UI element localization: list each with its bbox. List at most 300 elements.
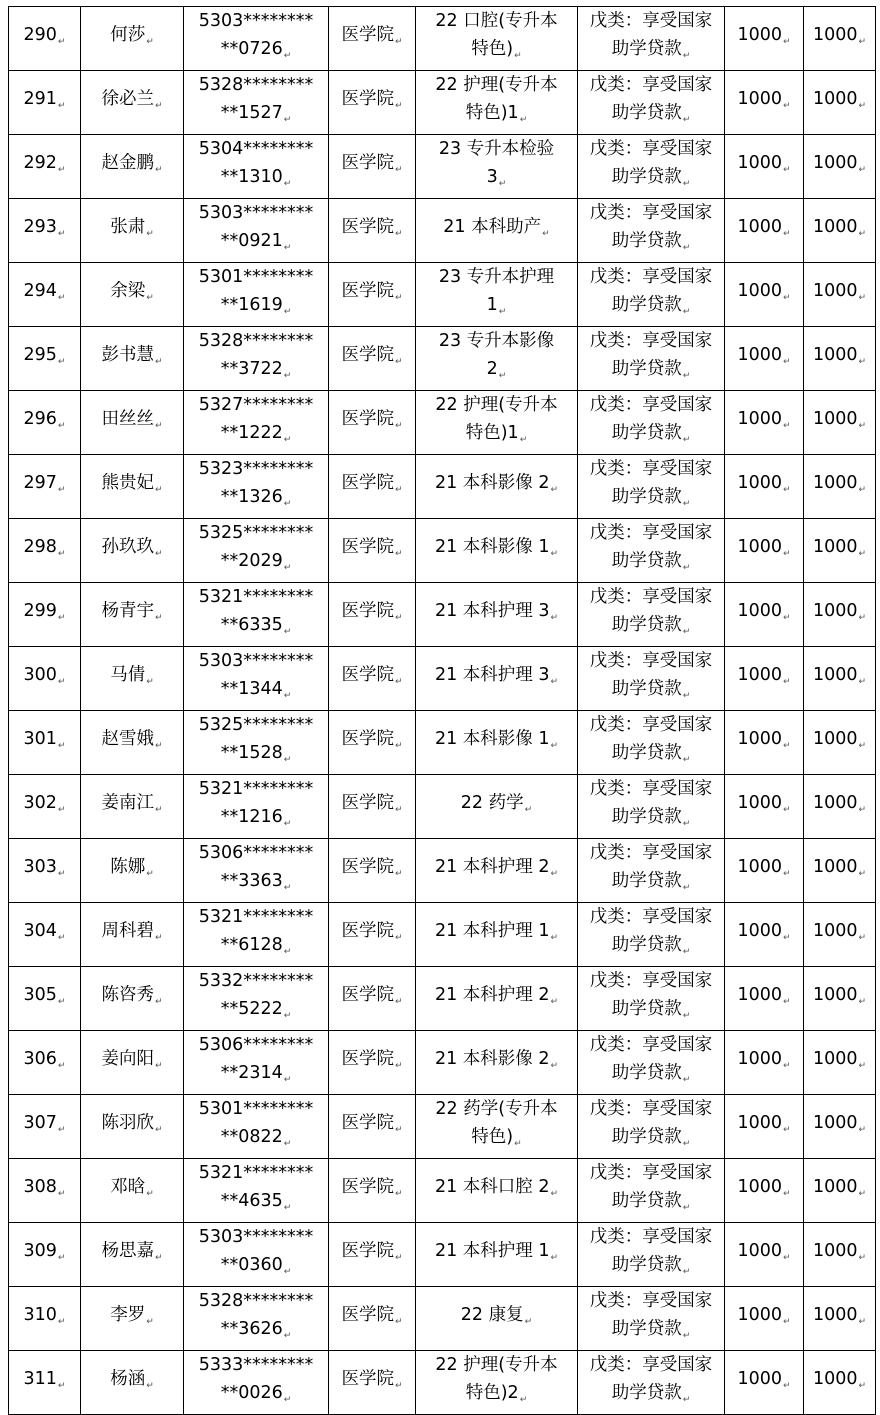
college-text: 医学院 (341, 921, 394, 941)
paragraph-mark-icon: ↵ (394, 933, 403, 943)
college-text: 医学院 (341, 345, 394, 365)
college-text: 医学院 (341, 25, 394, 45)
table-row (9, 519, 876, 583)
class-text: 22 护理(专升本 (435, 395, 558, 415)
paragraph-mark-icon: ↵ (283, 1075, 292, 1085)
id-cell (184, 519, 329, 583)
paragraph-mark-icon: ↵ (57, 101, 66, 111)
id-cell (184, 1287, 329, 1351)
aid-type-cell (578, 519, 725, 583)
paragraph-mark-icon: ↵ (146, 37, 154, 47)
table-row (9, 711, 876, 775)
name-text: 赵金鹏 (101, 153, 154, 173)
aid-type-text: 助学贷款 (611, 871, 682, 891)
aid-type-text: 助学贷款 (611, 1319, 682, 1339)
class-text: 22 口腔(专升本 (435, 11, 558, 31)
name-cell (81, 519, 184, 583)
class-text: 21 本科护理 2 (434, 857, 550, 877)
aid-type-cell (578, 711, 725, 775)
aid-type-text: 戊类：享受国家 (589, 715, 713, 735)
id-text: **1528 (220, 743, 283, 763)
paragraph-mark-icon: ↵ (57, 357, 66, 367)
id-text: 5327******** (198, 395, 314, 415)
paragraph-mark-icon: ↵ (154, 421, 163, 431)
paragraph-mark-icon: ↵ (394, 805, 403, 815)
total-text: 1000 (812, 217, 858, 237)
aid-type-text: 助学贷款 (611, 679, 682, 699)
aid-type-text: 助学贷款 (611, 743, 682, 763)
paragraph-mark-icon: ↵ (550, 997, 559, 1007)
aid-type-text: 助学贷款 (611, 935, 682, 955)
amount-text: 1000 (737, 921, 782, 941)
paragraph-mark-icon: ↵ (283, 691, 292, 701)
seq-cell (9, 967, 81, 1031)
seq-text: 309 (23, 1241, 57, 1261)
paragraph-mark-icon: ↵ (154, 613, 163, 623)
paragraph-mark-icon: ↵ (283, 627, 292, 637)
table-row (9, 1031, 876, 1095)
aid-type-text: 助学贷款 (611, 1127, 682, 1147)
paragraph-mark-icon: ↵ (783, 1317, 791, 1327)
total-text: 1000 (812, 1241, 858, 1261)
amount-cell (725, 711, 804, 775)
paragraph-mark-icon: ↵ (283, 435, 292, 445)
paragraph-mark-icon: ↵ (57, 485, 66, 495)
college-cell (329, 391, 416, 455)
id-text: **2029 (220, 551, 283, 571)
college-cell (329, 967, 416, 1031)
id-text: 5306******** (198, 843, 314, 863)
paragraph-mark-icon: ↵ (514, 51, 522, 61)
class-text: 2 (486, 359, 498, 379)
aid-type-text: 助学贷款 (611, 551, 682, 571)
id-text: 5303******** (198, 1227, 314, 1247)
paragraph-mark-icon: ↵ (283, 1331, 292, 1341)
total-text: 1000 (812, 89, 858, 109)
name-text: 陈羽欣 (101, 1113, 154, 1133)
paragraph-mark-icon: ↵ (524, 1317, 533, 1327)
aid-type-text: 助学贷款 (611, 39, 682, 59)
id-cell (184, 647, 329, 711)
college-cell (329, 199, 416, 263)
seq-cell (9, 903, 81, 967)
table-row (9, 775, 876, 839)
id-text: **0726 (220, 39, 283, 59)
amount-cell (725, 1223, 804, 1287)
total-cell (804, 7, 876, 71)
id-text: 5323******** (198, 459, 314, 479)
id-cell (184, 1159, 329, 1223)
seq-text: 292 (23, 153, 57, 173)
college-text: 医学院 (341, 537, 394, 557)
id-text: **1326 (220, 487, 283, 507)
id-text: 5304******** (198, 139, 314, 159)
amount-text: 1000 (737, 537, 782, 557)
paragraph-mark-icon: ↵ (394, 549, 403, 559)
class-cell (416, 711, 578, 775)
name-cell (81, 455, 184, 519)
aid-type-cell (578, 327, 725, 391)
class-cell (416, 391, 578, 455)
amount-cell (725, 583, 804, 647)
class-text: 3 (486, 167, 498, 187)
name-cell (81, 967, 184, 1031)
paragraph-mark-icon: ↵ (550, 933, 559, 943)
paragraph-mark-icon: ↵ (394, 293, 403, 303)
class-cell (416, 135, 578, 199)
amount-cell (725, 1159, 804, 1223)
total-text: 1000 (812, 345, 858, 365)
amount-text: 1000 (737, 1241, 782, 1261)
total-text: 1000 (812, 153, 858, 173)
table-row (9, 327, 876, 391)
paragraph-mark-icon: ↵ (783, 229, 791, 239)
paragraph-mark-icon: ↵ (524, 805, 533, 815)
seq-cell (9, 647, 81, 711)
paragraph-mark-icon: ↵ (858, 421, 867, 431)
seq-text: 305 (23, 985, 57, 1005)
amount-cell (725, 1095, 804, 1159)
aid-type-text: 戊类：享受国家 (589, 587, 713, 607)
aid-type-text: 助学贷款 (611, 1063, 682, 1083)
paragraph-mark-icon: ↵ (858, 805, 867, 815)
seq-text: 306 (23, 1049, 57, 1069)
paragraph-mark-icon: ↵ (783, 1253, 791, 1263)
aid-type-text: 戊类：享受国家 (589, 395, 713, 415)
aid-type-cell (578, 647, 725, 711)
paragraph-mark-icon: ↵ (283, 499, 292, 509)
name-cell (81, 199, 184, 263)
paragraph-mark-icon: ↵ (550, 869, 559, 879)
amount-cell (725, 391, 804, 455)
college-cell (329, 775, 416, 839)
aid-type-text: 助学贷款 (611, 423, 682, 443)
amount-cell (725, 519, 804, 583)
paragraph-mark-icon: ↵ (57, 1381, 66, 1391)
id-text: **0921 (220, 231, 283, 251)
seq-text: 295 (23, 345, 57, 365)
paragraph-mark-icon: ↵ (682, 435, 691, 445)
paragraph-mark-icon: ↵ (57, 229, 66, 239)
id-text: 5303******** (198, 11, 314, 31)
paragraph-mark-icon: ↵ (146, 1189, 154, 1199)
id-cell (184, 903, 329, 967)
paragraph-mark-icon: ↵ (550, 1061, 559, 1071)
aid-type-text: 戊类：享受国家 (589, 1099, 713, 1119)
college-cell (329, 519, 416, 583)
aid-type-text: 助学贷款 (611, 167, 682, 187)
id-text: 5301******** (198, 267, 314, 287)
student-aid-table (8, 6, 876, 1415)
paragraph-mark-icon: ↵ (283, 755, 292, 765)
class-cell (416, 1159, 578, 1223)
class-text: 22 药学(专升本 (435, 1099, 558, 1119)
college-cell (329, 1159, 416, 1223)
id-cell (184, 1223, 329, 1287)
paragraph-mark-icon: ↵ (858, 613, 867, 623)
total-cell (804, 263, 876, 327)
paragraph-mark-icon: ↵ (682, 563, 691, 573)
name-text: 杨思嘉 (101, 1241, 154, 1261)
aid-type-cell (578, 1351, 725, 1415)
seq-cell (9, 1223, 81, 1287)
aid-type-text: 戊类：享受国家 (589, 139, 713, 159)
paragraph-mark-icon: ↵ (682, 819, 691, 829)
name-text: 邓晗 (110, 1177, 146, 1197)
paragraph-mark-icon: ↵ (57, 1125, 66, 1135)
amount-text: 1000 (737, 153, 782, 173)
college-cell (329, 583, 416, 647)
aid-type-cell (578, 775, 725, 839)
paragraph-mark-icon: ↵ (57, 613, 66, 623)
paragraph-mark-icon: ↵ (283, 1011, 292, 1021)
aid-type-text: 助学贷款 (611, 615, 682, 635)
paragraph-mark-icon: ↵ (783, 933, 791, 943)
aid-type-text: 戊类：享受国家 (589, 843, 713, 863)
total-text: 1000 (812, 409, 858, 429)
total-cell (804, 327, 876, 391)
paragraph-mark-icon: ↵ (519, 435, 528, 445)
aid-type-cell (578, 839, 725, 903)
name-cell (81, 327, 184, 391)
aid-type-cell (578, 455, 725, 519)
table-row (9, 199, 876, 263)
total-text: 1000 (812, 473, 858, 493)
college-text: 医学院 (341, 1305, 394, 1325)
id-cell (184, 455, 329, 519)
class-text: 22 康复 (460, 1305, 524, 1325)
table-row (9, 1223, 876, 1287)
aid-type-cell (578, 263, 725, 327)
paragraph-mark-icon: ↵ (682, 883, 691, 893)
paragraph-mark-icon: ↵ (783, 741, 791, 751)
seq-text: 290 (23, 25, 57, 45)
class-text: 21 本科影像 2 (434, 473, 550, 493)
paragraph-mark-icon: ↵ (858, 293, 867, 303)
name-cell (81, 135, 184, 199)
class-cell (416, 327, 578, 391)
seq-text: 300 (23, 665, 57, 685)
seq-cell (9, 455, 81, 519)
id-text: 5333******** (198, 1355, 314, 1375)
name-text: 彭书慧 (101, 345, 154, 365)
aid-type-text: 戊类：享受国家 (589, 331, 713, 351)
paragraph-mark-icon: ↵ (283, 179, 292, 189)
class-text: 21 本科影像 1 (434, 729, 550, 749)
paragraph-mark-icon: ↵ (57, 421, 66, 431)
paragraph-mark-icon: ↵ (682, 1011, 691, 1021)
id-text: 5332******** (198, 971, 314, 991)
name-text: 赵雪娥 (101, 729, 154, 749)
paragraph-mark-icon: ↵ (154, 549, 163, 559)
id-text: **5222 (220, 999, 283, 1019)
table-row (9, 71, 876, 135)
seq-cell (9, 263, 81, 327)
paragraph-mark-icon: ↵ (154, 997, 163, 1007)
id-text: **1216 (220, 807, 283, 827)
total-cell (804, 1287, 876, 1351)
paragraph-mark-icon: ↵ (682, 1203, 691, 1213)
name-cell (81, 71, 184, 135)
paragraph-mark-icon: ↵ (57, 805, 66, 815)
amount-text: 1000 (737, 665, 782, 685)
class-text: 23 专升本检验 (438, 139, 555, 159)
name-cell (81, 391, 184, 455)
paragraph-mark-icon: ↵ (283, 883, 292, 893)
paragraph-mark-icon: ↵ (682, 947, 691, 957)
amount-cell (725, 7, 804, 71)
id-cell (184, 327, 329, 391)
name-cell (81, 7, 184, 71)
aid-type-text: 戊类：享受国家 (589, 907, 713, 927)
total-text: 1000 (812, 1113, 858, 1133)
college-cell (329, 711, 416, 775)
college-text: 医学院 (341, 153, 394, 173)
college-text: 医学院 (341, 1049, 394, 1069)
college-cell (329, 135, 416, 199)
aid-type-cell (578, 7, 725, 71)
paragraph-mark-icon: ↵ (57, 37, 66, 47)
paragraph-mark-icon: ↵ (283, 1139, 292, 1149)
paragraph-mark-icon: ↵ (783, 1125, 791, 1135)
seq-cell (9, 583, 81, 647)
aid-type-cell (578, 199, 725, 263)
total-text: 1000 (812, 793, 858, 813)
seq-text: 301 (23, 729, 57, 749)
name-cell (81, 1287, 184, 1351)
name-text: 田丝丝 (101, 409, 154, 429)
paragraph-mark-icon: ↵ (154, 1253, 163, 1263)
paragraph-mark-icon: ↵ (783, 549, 791, 559)
total-text: 1000 (812, 1305, 858, 1325)
seq-text: 307 (23, 1113, 57, 1133)
seq-cell (9, 7, 81, 71)
id-text: **1344 (220, 679, 283, 699)
aid-type-text: 助学贷款 (611, 807, 682, 827)
paragraph-mark-icon: ↵ (783, 1381, 791, 1391)
seq-cell (9, 839, 81, 903)
class-text: 特色) (471, 1127, 514, 1147)
table-row (9, 1351, 876, 1415)
table-row (9, 647, 876, 711)
college-cell (329, 839, 416, 903)
id-text: 5328******** (198, 1291, 314, 1311)
paragraph-mark-icon: ↵ (283, 115, 292, 125)
class-text: 23 专升本护理 (438, 267, 555, 287)
college-text: 医学院 (341, 89, 394, 109)
name-cell (81, 263, 184, 327)
total-cell (804, 1223, 876, 1287)
id-text: 5301******** (198, 1099, 314, 1119)
paragraph-mark-icon: ↵ (394, 1061, 403, 1071)
total-cell (804, 839, 876, 903)
name-text: 周科碧 (101, 921, 154, 941)
paragraph-mark-icon: ↵ (394, 357, 403, 367)
aid-type-text: 戊类：享受国家 (589, 651, 713, 671)
paragraph-mark-icon: ↵ (858, 549, 867, 559)
paragraph-mark-icon: ↵ (146, 293, 154, 303)
total-cell (804, 903, 876, 967)
name-text: 熊贵妃 (101, 473, 154, 493)
college-cell (329, 1095, 416, 1159)
id-cell (184, 967, 329, 1031)
paragraph-mark-icon: ↵ (154, 357, 163, 367)
paragraph-mark-icon: ↵ (783, 37, 791, 47)
class-text: 22 药学 (460, 793, 524, 813)
amount-cell (725, 71, 804, 135)
aid-type-text: 助学贷款 (611, 103, 682, 123)
id-cell (184, 1031, 329, 1095)
paragraph-mark-icon: ↵ (858, 677, 867, 687)
total-text: 1000 (812, 921, 858, 941)
paragraph-mark-icon: ↵ (858, 1125, 867, 1135)
paragraph-mark-icon: ↵ (682, 1267, 691, 1277)
amount-text: 1000 (737, 1177, 782, 1197)
class-text: 22 护理(专升本 (435, 1355, 558, 1375)
name-text: 何莎 (110, 25, 146, 45)
total-cell (804, 583, 876, 647)
aid-type-text: 助学贷款 (611, 1255, 682, 1275)
table-row (9, 391, 876, 455)
aid-type-text: 戊类：享受国家 (589, 11, 713, 31)
amount-text: 1000 (737, 601, 782, 621)
class-text: 特色)2 (465, 1383, 519, 1403)
seq-text: 297 (23, 473, 57, 493)
amount-cell (725, 1287, 804, 1351)
paragraph-mark-icon: ↵ (858, 1381, 867, 1391)
paragraph-mark-icon: ↵ (783, 1189, 791, 1199)
id-text: **2314 (220, 1063, 283, 1083)
paragraph-mark-icon: ↵ (783, 1061, 791, 1071)
name-cell (81, 1159, 184, 1223)
aid-type-text: 助学贷款 (611, 1191, 682, 1211)
paragraph-mark-icon: ↵ (57, 293, 66, 303)
seq-cell (9, 1031, 81, 1095)
paragraph-mark-icon: ↵ (394, 165, 403, 175)
name-cell (81, 1223, 184, 1287)
paragraph-mark-icon: ↵ (57, 1189, 66, 1199)
id-cell (184, 7, 329, 71)
paragraph-mark-icon: ↵ (783, 869, 791, 879)
class-cell (416, 839, 578, 903)
college-cell (329, 903, 416, 967)
aid-type-cell (578, 1287, 725, 1351)
id-text: **0360 (220, 1255, 283, 1275)
class-cell (416, 71, 578, 135)
paragraph-mark-icon: ↵ (682, 1395, 691, 1405)
class-cell (416, 1095, 578, 1159)
amount-cell (725, 903, 804, 967)
class-cell (416, 647, 578, 711)
paragraph-mark-icon: ↵ (682, 1331, 691, 1341)
paragraph-mark-icon: ↵ (858, 357, 867, 367)
paragraph-mark-icon: ↵ (550, 741, 559, 751)
paragraph-mark-icon: ↵ (146, 1381, 154, 1391)
paragraph-mark-icon: ↵ (154, 101, 163, 111)
class-text: 21 本科助产 (443, 217, 542, 237)
seq-text: 296 (23, 409, 57, 429)
paragraph-mark-icon: ↵ (283, 563, 292, 573)
name-text: 陈娜 (110, 857, 146, 877)
seq-text: 299 (23, 601, 57, 621)
id-text: **3626 (220, 1319, 283, 1339)
id-text: 5321******** (198, 587, 314, 607)
name-text: 张肃 (110, 217, 146, 237)
class-cell (416, 1031, 578, 1095)
total-text: 1000 (812, 25, 858, 45)
paragraph-mark-icon: ↵ (550, 613, 559, 623)
aid-type-text: 助学贷款 (611, 1383, 682, 1403)
